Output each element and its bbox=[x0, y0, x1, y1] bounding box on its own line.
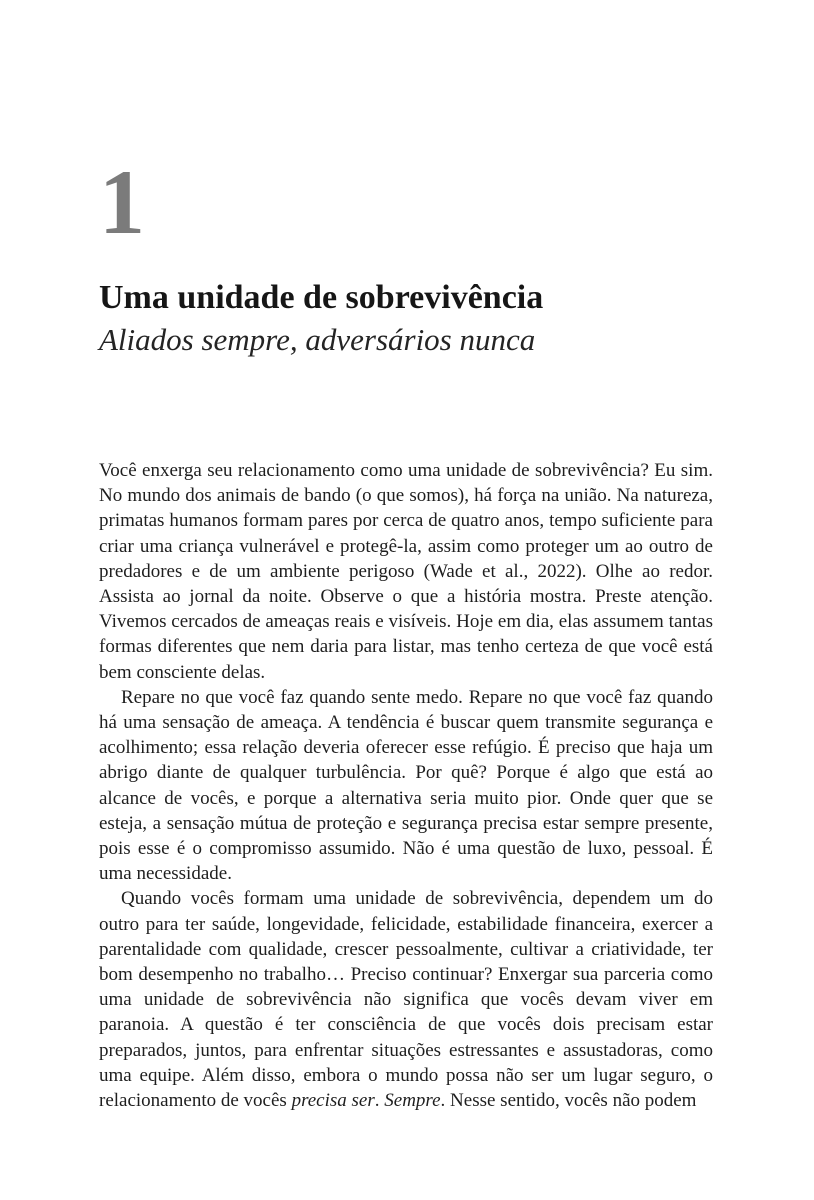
paragraph-3-text: Quando vocês formam uma unidade de sobrevivência, dependem um do outro para ter saúde, longevidade, felicidade, estabilidade financeira, exercer a parentalidade com qualidade, crescer pessoalmente, cultivar a criatividade, ter bom desempenho no trabalho… Preciso continuar? Enxergar sua parceria como uma unidade de sobrevivência não significa que vocês devam viver em paranoia. A questão é ter consciência de que vocês dois precisam estar preparados, juntos, para enfrentar situações estressantes e assustadoras, como uma equipe. Além disso, embora o mundo possa não ser um lugar seguro, o relacionamento de vocês bbox=[99, 888, 713, 1112]
chapter-subtitle: Aliados sempre, adversários nunca bbox=[99, 322, 536, 357]
paragraph-1-text: Você enxerga seu relacionamento como uma unidade de sobrevivência? Eu sim. No mundo dos animais de bando (o que somos), há força na união. Na natureza, primatas humanos formam pares por cerca de quatro anos, tempo suficiente para criar uma criança vulnerável e protegê-la, assim como proteger um ao outro de predadores e de um ambiente perigoso (Wade et al., 2022). Olhe ao redor. Assista ao jornal da noite. Observe o que a história mostra. Preste atenção. Vivemos cercados de ameaças reais e visíveis. Hoje em dia, elas assumem tantas formas diferentes que nem daria para listar, mas tenho certeza de que você está bem consciente delas. bbox=[99, 460, 713, 683]
paragraph-3-text-2: . bbox=[374, 1090, 385, 1112]
paragraph-3-italic-phrase-2: Sempre bbox=[384, 1090, 441, 1112]
paragraph-1 bbox=[99, 458, 713, 685]
paragraph-3-italic-phrase-1: precisa ser bbox=[291, 1090, 375, 1112]
paragraph-3 bbox=[99, 886, 713, 1113]
paragraph-3-text-3: . Nesse sentido, vocês não podem bbox=[440, 1090, 697, 1112]
chapter-number: 1 bbox=[99, 151, 145, 253]
paragraph-2 bbox=[99, 685, 713, 887]
chapter-title: Uma unidade de sobrevivência bbox=[99, 279, 544, 316]
body-text bbox=[99, 458, 713, 1113]
paragraph-2-text: Repare no que você faz quando sente medo. Repare no que você faz quando há uma sensação de ameaça. A tendência é buscar quem transmite segurança e acolhimento; essa relação deveria oferecer esse refúgio. É preciso que haja um abrigo diante de qualquer turbulência. Por quê? Porque é algo que está ao alcance de vocês, e porque a alternativa seria muito pior. Onde quer que se esteja, a sensação mútua de proteção e segurança precisa estar sempre presente, pois esse é o compromisso assumido. Não é uma questão de luxo, pessoal. É uma necessidade. bbox=[99, 686, 713, 885]
